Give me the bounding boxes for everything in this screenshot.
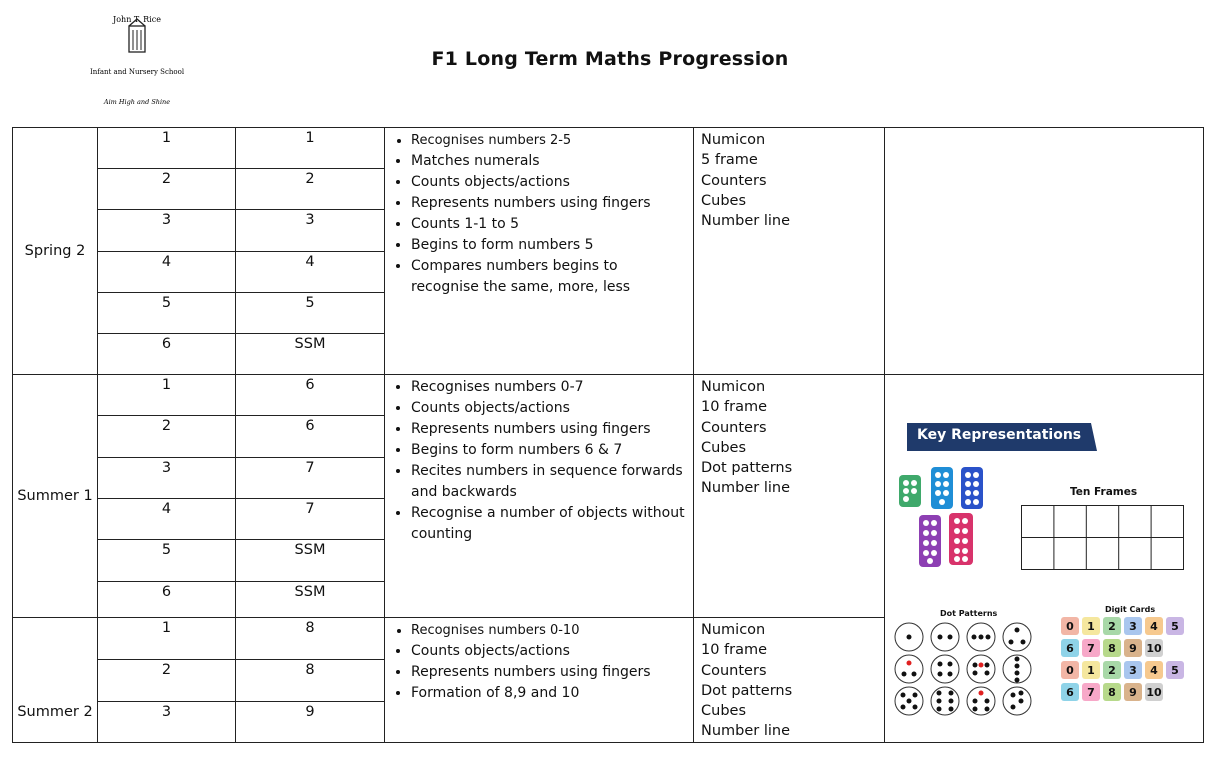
resources-cell: [694, 618, 885, 743]
digit-card: 4: [1145, 661, 1163, 679]
week-focus: 6: [236, 375, 385, 416]
objective-item: • Matches numerals: [411, 151, 685, 172]
week-number: 1: [98, 128, 236, 169]
digit-card: 4: [1145, 617, 1163, 635]
objective-item: • Counts objects/actions: [411, 641, 685, 662]
objective-item: • Counts objects/actions: [411, 398, 685, 419]
digit-card-row: [1061, 639, 1184, 657]
digit-card-row: [1061, 683, 1184, 701]
resource-item: Number line: [701, 480, 791, 497]
week-focus: SSM: [236, 582, 385, 618]
resource-item: Numicon: [701, 622, 766, 638]
digit-card: 9: [1124, 639, 1142, 657]
objective-item: • Recites numbers in sequence forwards and backwards: [411, 461, 685, 503]
objective-item: • Begins to form numbers 6 & 7: [411, 440, 685, 461]
resource-item: Cubes: [701, 439, 746, 456]
week-number: 5: [98, 293, 236, 334]
dot-patterns-label: Dot Patterns: [940, 609, 998, 618]
term-label: Summer 2: [13, 618, 98, 743]
week-focus: 8: [236, 660, 385, 701]
logo-name-bottom: Infant and Nursery School: [89, 68, 185, 76]
week-number: 4: [98, 252, 236, 293]
key-representations-graphic: [885, 375, 1203, 741]
digit-card: 2: [1103, 617, 1121, 635]
resource-item: Number line: [701, 213, 791, 230]
objective-item: • Recognises numbers 0-7: [411, 377, 685, 398]
empty-image-cell: [885, 128, 1204, 375]
week-focus: 6: [236, 416, 385, 458]
week-number: 3: [98, 701, 236, 742]
objectives-cell: [385, 618, 694, 743]
week-number: 5: [98, 540, 236, 582]
digit-card: 1: [1082, 617, 1100, 635]
resource-item: Counters: [701, 172, 767, 189]
week-number: 1: [98, 618, 236, 660]
key-representations-cell: [885, 375, 1204, 743]
logo-name-top: John T. Rice: [113, 15, 161, 24]
resource-item: Cubes: [701, 703, 746, 720]
resource-item: 10 frame: [701, 399, 768, 416]
resources-cell: [694, 375, 885, 618]
digit-card: 8: [1103, 639, 1121, 657]
week-number: 3: [98, 458, 236, 499]
resource-item: Counters: [701, 419, 767, 436]
digit-card: 10: [1145, 639, 1163, 657]
digit-card: 10: [1145, 683, 1163, 701]
school-logo: [89, 12, 185, 108]
week-focus: 9: [236, 701, 385, 742]
key-representations-heading: Key Representations: [917, 427, 1082, 443]
objectives-cell: [385, 128, 694, 375]
ten-frames-label: Ten Frames: [1070, 486, 1138, 498]
resource-item: Cubes: [701, 192, 746, 209]
resources-cell: [694, 128, 885, 375]
objective-item: • Recognises numbers 2-5: [411, 130, 685, 151]
objective-item: • Recognises numbers 0-10: [411, 620, 685, 641]
objective-item: • Compares numbers begins to recognise the same, more, less: [411, 256, 685, 298]
week-focus: 7: [236, 499, 385, 540]
week-focus: 2: [236, 169, 385, 210]
digit-card: 2: [1103, 661, 1121, 679]
digit-card: 0: [1061, 661, 1079, 679]
resource-item: 10 frame: [701, 642, 768, 659]
numicon-shapes-icon: [897, 467, 1007, 569]
objective-item: • Begins to form numbers 5: [411, 235, 685, 256]
objective-item: • Counts objects/actions: [411, 172, 685, 193]
week-focus: SSM: [236, 540, 385, 582]
digit-card: 7: [1082, 683, 1100, 701]
resource-item: Numicon: [701, 379, 766, 395]
week-focus: 3: [236, 210, 385, 252]
resource-item: Number line: [701, 723, 791, 740]
ten-frame-grid: [1021, 505, 1185, 571]
digit-card: 6: [1061, 639, 1079, 657]
digit-card: 5: [1166, 617, 1184, 635]
resource-item: Counters: [701, 662, 767, 679]
objective-item: • Counts 1-1 to 5: [411, 214, 685, 235]
digit-cards-label: Digit Cards: [1105, 605, 1156, 614]
resource-item: Dot patterns: [701, 682, 793, 699]
page-title: F1 Long Term Maths Progression: [431, 48, 789, 70]
week-focus: 4: [236, 252, 385, 293]
week-number: 3: [98, 210, 236, 252]
digit-card-row: [1061, 661, 1184, 679]
progression-table: [12, 127, 1204, 743]
digit-card: 8: [1103, 683, 1121, 701]
week-focus: 8: [236, 618, 385, 660]
digit-card: 1: [1082, 661, 1100, 679]
objective-item: • Represents numbers using fingers: [411, 419, 685, 440]
digit-card: 7: [1082, 639, 1100, 657]
term-label: Summer 1: [13, 375, 98, 618]
digit-card: 5: [1166, 661, 1184, 679]
week-focus: SSM: [236, 334, 385, 375]
week-focus: 1: [236, 128, 385, 169]
logo-motto: Aim High and Shine: [103, 98, 171, 106]
digit-card: 3: [1124, 617, 1142, 635]
week-number: 2: [98, 660, 236, 701]
dot-patterns-icon: [893, 621, 1043, 717]
digit-card: 9: [1124, 683, 1142, 701]
objective-item: • Represents numbers using fingers: [411, 662, 685, 683]
resource-item: Dot patterns: [701, 460, 793, 477]
week-number: 6: [98, 334, 236, 375]
term-label: Spring 2: [13, 128, 98, 375]
digit-card: 0: [1061, 617, 1079, 635]
objective-item: • Recognise a number of objects without counting: [411, 503, 685, 545]
resource-item: 5 frame: [701, 152, 758, 169]
objective-item: • Represents numbers using fingers: [411, 193, 685, 214]
week-focus: 5: [236, 293, 385, 334]
week-number: 6: [98, 582, 236, 618]
resource-item: Numicon: [701, 132, 766, 148]
week-number: 4: [98, 499, 236, 540]
objectives-cell: [385, 375, 694, 618]
digit-cards-grid: [1061, 617, 1184, 705]
objective-item: • Formation of 8,9 and 10: [411, 683, 685, 704]
week-number: 1: [98, 375, 236, 416]
digit-card-row: [1061, 617, 1184, 635]
digit-card: 3: [1124, 661, 1142, 679]
week-focus: 7: [236, 458, 385, 499]
week-number: 2: [98, 169, 236, 210]
digit-card: 6: [1061, 683, 1079, 701]
week-number: 2: [98, 416, 236, 458]
